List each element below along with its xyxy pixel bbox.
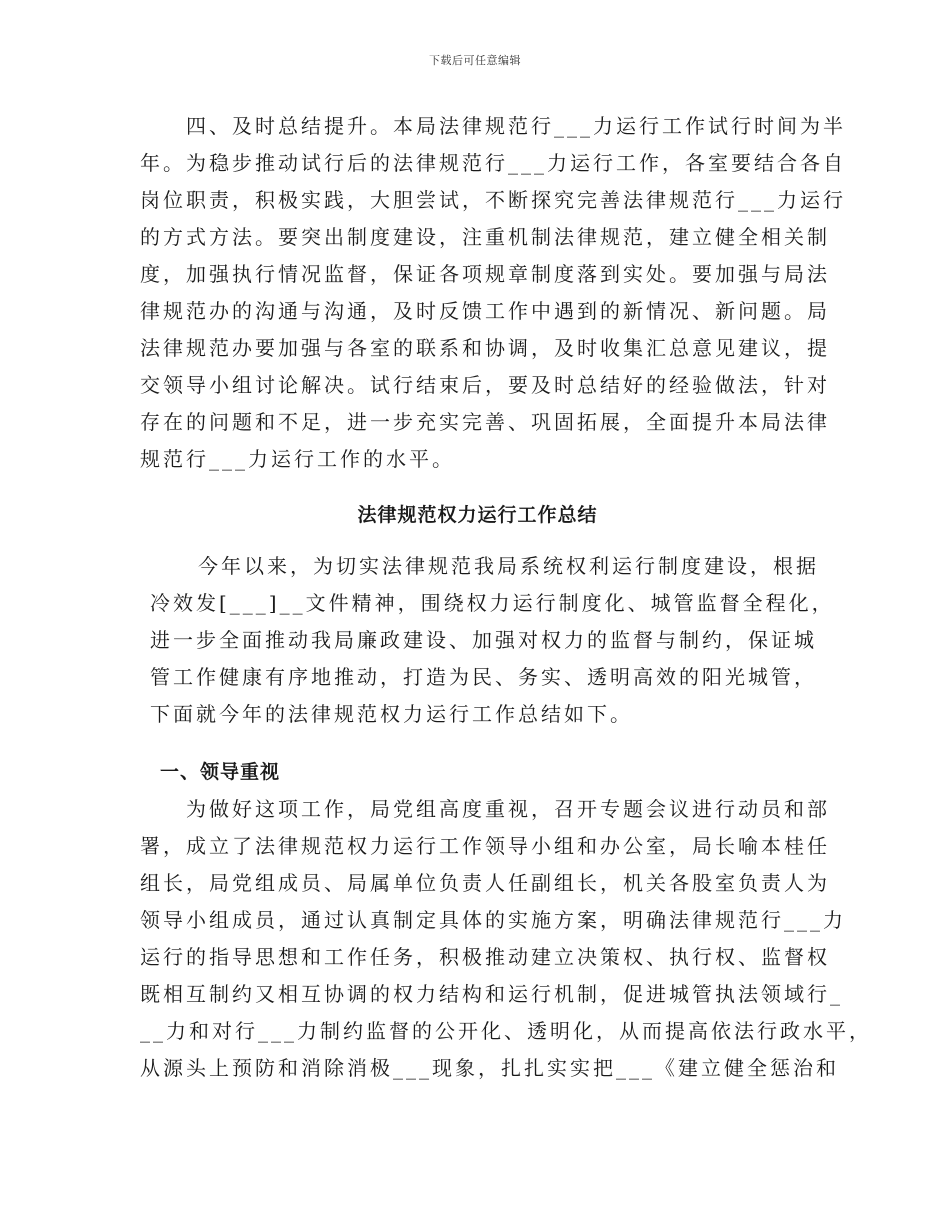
paragraph-summary-enhancement (140, 108, 846, 478)
document-body (140, 108, 872, 1087)
text-line: 下面就今年的法律规范权力运行工作总结如下。 (150, 702, 633, 726)
text-line: 为做好这项工作，局党组高度重视，召开专题会议进行动员和部 (186, 797, 830, 821)
text-line: 既相互制约又相互协调的权力结构和运行机制，促进城管执法领域行_ (140, 982, 843, 1006)
text-line: 管工作健康有序地推动，打造为民、务实、透明高效的阳光城管， (150, 665, 817, 689)
text-line: 度，加强执行情况监督，保证各项规章制度落到实处。要加强与局法 (140, 262, 830, 286)
text-line: 组长，局党组成员、局属单位负责人任副组长，机关各股室负责人为 (140, 871, 830, 895)
paragraph-intro (140, 548, 835, 733)
text-line: 署，成立了法律规范权力运行工作领导小组和办公室，局长喻本桂任 (140, 834, 830, 858)
text-line: 岗位职责，积极实践，大胆尝试，不断探究完善法律规范行___力运行 (140, 188, 846, 212)
text-line: 进一步全面推动我局廉政建设、加强对权力的监督与制约，保证城 (150, 628, 817, 652)
page-header: 下载后可任意编辑 (429, 54, 521, 67)
text-line: __力和对行___力制约监督的公开化、透明化，从而提高依法行政水平， (140, 1019, 872, 1043)
text-line: 法律规范办要加强与各室的联系和协调，及时收集汇总意见建议，提 (140, 336, 830, 360)
section-heading-leadership: 一、领导重视 (160, 761, 281, 783)
text-line: 领导小组成员，通过认真制定具体的实施方案，明确法律规范行___力 (140, 908, 846, 932)
text-line: 四、及时总结提升。本局法律规范行___力运行工作试行时间为半 (186, 114, 846, 138)
document-title: 法律规范权力运行工作总结 (357, 504, 598, 526)
text-line: 冷效发[___]__文件精神，围绕权力运行制度化、城管监督全程化， (150, 591, 835, 615)
text-line: 年。为稳步推动试行后的法律规范行___力运行工作，各室要结合各自 (140, 151, 846, 175)
text-line: 存在的问题和不足，进一步充实完善、巩固拓展，全面提升本局法律 (140, 410, 830, 434)
text-line: 交领导小组讨论解决。试行结束后，要及时总结好的经验做法，针对 (140, 373, 830, 397)
text-line: 律规范办的沟通与沟通，及时反馈工作中遇到的新情况、新问题。局 (140, 299, 830, 323)
text-line: 今年以来，为切实法律规范我局系统权利运行制度建设，根据 (198, 554, 819, 578)
paragraph-leadership (140, 791, 872, 1087)
text-line: 运行的指导思想和工作任务，积极推动建立决策权、执行权、监督权 (140, 945, 830, 969)
text-line: 规范行___力运行工作的水平。 (140, 447, 455, 471)
text-line: 的方式方法。要突出制度建设，注重机制法律规范，建立健全相关制 (140, 225, 830, 249)
text-line: 从源头上预防和消除消极___现象，扎扎实实把___《建立健全惩治和 (140, 1056, 839, 1080)
